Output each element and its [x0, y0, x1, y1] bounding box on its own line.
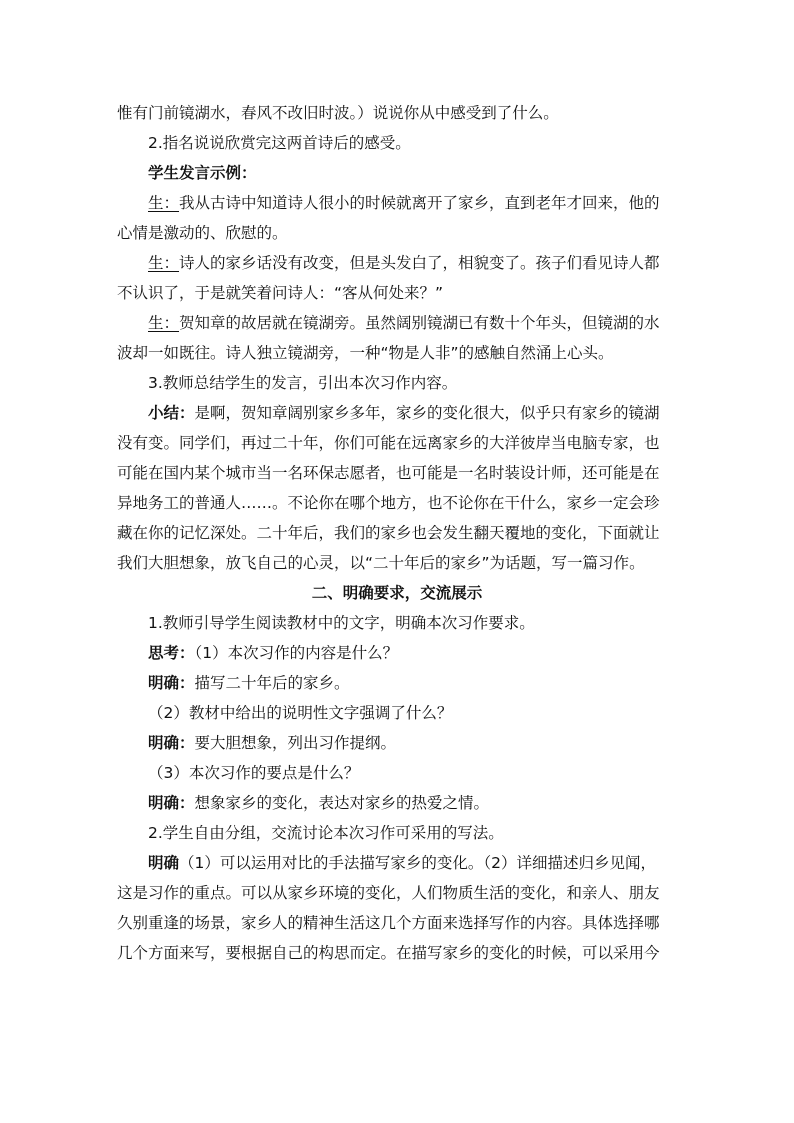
text-line: 我从古诗中知道诗人很小的时候就离开了家乡，直到老年才回来，他的	[179, 194, 660, 212]
text-line: 是啊，贺知章阔别家乡多年，家乡的变化很大，似乎只有家乡的镜湖	[194, 404, 660, 422]
text-line: 心情是激动的、欣慰的。	[117, 224, 288, 242]
paragraph-student-1	[117, 188, 677, 248]
paragraph-example-title	[117, 158, 677, 188]
heading-text: 二、明确要求，交流展示	[311, 584, 483, 602]
text-line: （1）本次习作的内容是什么？	[194, 644, 399, 662]
paragraph-question-3	[117, 758, 677, 788]
paragraph-student-2	[117, 248, 677, 308]
paragraph-step-1b	[117, 608, 677, 638]
paragraph-answer-1	[117, 668, 677, 698]
student-label: 生：	[148, 314, 180, 332]
text-line: 3.教师总结学生的发言，引出本次习作内容。	[148, 374, 458, 392]
text-line: 不认识了，于是就笑着问诗人：“客从何处来？”	[117, 284, 444, 302]
text-line: 诗人的家乡话没有改变，但是头发白了，相貌变了。孩子们看见诗人都	[179, 254, 660, 272]
paragraph-think	[117, 638, 677, 668]
text-line: 没有变。同学们，再过二十年，你们可能在远离家乡的大洋彼岸当电脑专家，也	[117, 434, 660, 452]
paragraph-student-3	[117, 308, 677, 368]
text-line: 我们大胆想象，放飞自己的心灵，以“二十年后的家乡”为话题，写一篇习作。	[117, 554, 645, 572]
student-label: 生：	[148, 194, 180, 212]
paragraph-answer-3	[117, 788, 677, 818]
paragraph-step-2b	[117, 818, 677, 848]
text-line: 2.指名说说欣赏完这两首诗后的感受。	[148, 134, 411, 152]
text-line: 波却一如既往。诗人独立镜湖旁，一种“物是人非”的感触自然涌上心头。	[117, 344, 614, 362]
text-line: 想象家乡的变化，表达对家乡的热爱之情。	[194, 794, 490, 812]
text-line: 1.教师引导学生阅读教材中的文字，明确本次习作要求。	[148, 614, 535, 632]
paragraph-step-3	[117, 368, 677, 398]
paragraph-summary	[117, 398, 677, 578]
section-heading	[117, 578, 677, 608]
document-body	[117, 98, 677, 968]
paragraph-poem-end	[117, 98, 677, 128]
text-line: 藏在你的记忆深处。二十年后，我们的家乡也会发生翻天覆地的变化，下面就让	[117, 524, 660, 542]
text-line: （1）可以运用对比的手法描写家乡的变化。（2）详细描述归乡见闻，	[179, 854, 656, 872]
text-line: （2）教材中给出的说明性文字强调了什么？	[148, 704, 453, 722]
paragraph-answer-4	[117, 848, 677, 968]
student-label: 生：	[148, 254, 180, 272]
answer-label: 明确：	[148, 794, 195, 812]
text-line: 贺知章的故居就在镜湖旁。虽然阔别镜湖已有数十个年头，但镜湖的水	[179, 314, 660, 332]
section-label: 学生发言示例：	[148, 164, 257, 182]
answer-label: 明确：	[148, 674, 195, 692]
answer-label: 明确	[148, 854, 180, 872]
summary-label: 小结：	[148, 404, 195, 422]
text-line: （3）本次习作的要点是什么？	[148, 764, 360, 782]
think-label: 思考：	[148, 644, 195, 662]
text-line: 可能在国内某个城市当一名环保志愿者，也可能是一名时装设计师，还可能是在	[117, 464, 660, 482]
text-line: 几个方面来写，要根据自己的构思而定。在描写家乡的变化的时候，可以采用今	[117, 944, 660, 962]
text-line: 异地务工的普通人……。不论你在哪个地方，也不论你在干什么，家乡一定会珍	[117, 494, 660, 512]
paragraph-question-2	[117, 698, 677, 728]
paragraph-step-2	[117, 128, 677, 158]
text-line: 描写二十年后的家乡。	[194, 674, 350, 692]
paragraph-answer-2	[117, 728, 677, 758]
text-line: 要大胆想象，列出习作提纲。	[194, 734, 397, 752]
text-line: 这是习作的重点。可以从家乡环境的变化，人们物质生活的变化，和亲人、朋友	[117, 884, 660, 902]
text-line: 久别重逢的场景，家乡人的精神生活这几个方面来选择写作的内容。具体选择哪	[117, 914, 660, 932]
text-line: 惟有门前镜湖水，春风不改旧时波。）说说你从中感受到了什么。	[117, 104, 559, 122]
answer-label: 明确：	[148, 734, 195, 752]
text-line: 2.学生自由分组，交流讨论本次习作可采用的写法。	[148, 824, 504, 842]
